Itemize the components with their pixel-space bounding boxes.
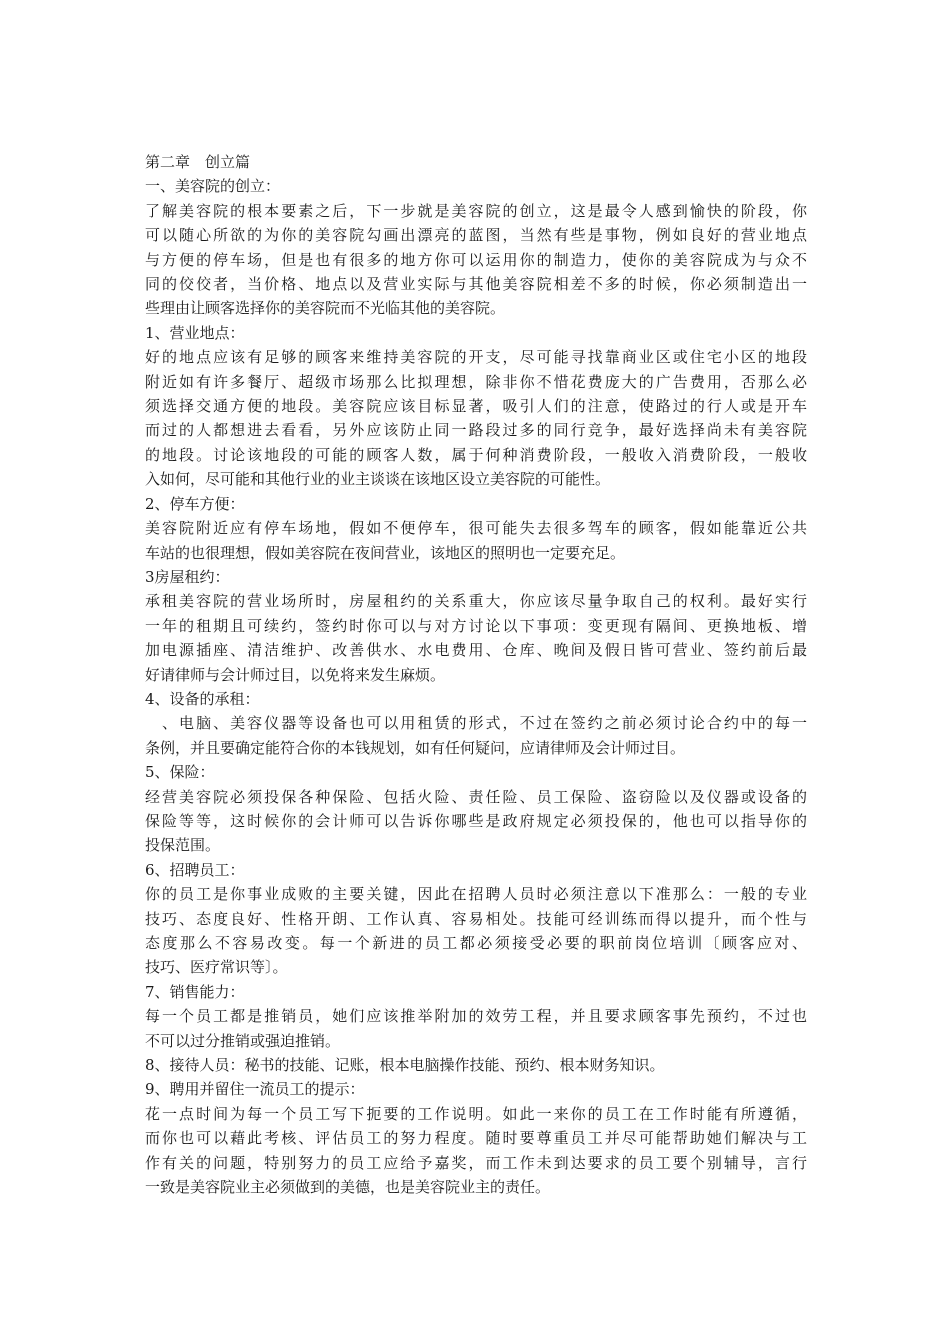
paragraph-line: 车站的也很理想，假如美容院在夜间营业，该地区的照明也一定要充足。 <box>145 543 626 562</box>
paragraph-line: 一致是美容院业主必须做到的美德，也是美容院业主的责任。 <box>145 1178 551 1197</box>
paragraph-line: 与方便的停车场，但是也有很多的地方你可以运用你的制造力，使你的美容院成为与众不 <box>145 250 807 269</box>
paragraph-line: 须选择交通方便的地段。美容院应该目标显著，吸引人们的注意，使路过的行人或是开车 <box>145 397 807 416</box>
lease-paragraph <box>145 589 807 687</box>
subsection-heading: 9、聘用并留住一流员工的提示： <box>145 1080 365 1099</box>
paragraph-line: 一年的租期且可续约，签约时你可以与对方讨论以下事项：变更现有隔间、更换地板、增 <box>145 616 807 635</box>
paragraph-line: 技巧、态度良好、性格开朗、工作认真、容易相处。技能可经训练而得以提升，而个性与 <box>145 909 807 928</box>
parking-paragraph <box>145 516 807 565</box>
equipment-paragraph <box>145 711 807 760</box>
subsection-heading: 7、销售能力： <box>145 982 245 1001</box>
paragraph-line: 态度那么不容易改变。每一个新进的员工都必须接受必要的职前岗位培训〔顾客应对、 <box>145 934 807 952</box>
insurance-paragraph <box>145 785 807 858</box>
paragraph-line: 的地段。讨论该地段的可能的顾客人数，属于何种消费阶段，一般收入消费阶段，一般收 <box>145 445 807 464</box>
paragraph-line: 而过的人都想进去看看，另外应该防止同一路段过多的同行竞争，最好选择尚未有美容院 <box>145 421 807 440</box>
subsection-heading: 8、接待人员：秘书的技能、记账，根本电脑操作技能、预约、根本财务知识。 <box>145 1056 665 1075</box>
subsection-heading: 6、招聘员工： <box>145 860 245 879</box>
paragraph-line: 好的地点应该有足够的顾客来维持美容院的开支，尽可能寻找靠商业区或住宅小区的地段 <box>145 348 807 367</box>
paragraph-line: 了解美容院的根本要素之后，下一步就是美容院的创立，这是最令人感到愉快的阶段，你 <box>145 201 807 220</box>
subsection-heading: 5、保险： <box>145 763 215 782</box>
hiring-paragraph <box>145 882 807 980</box>
location-paragraph <box>145 345 807 491</box>
chapter-title: 第二章 创立篇 <box>145 153 251 171</box>
paragraph-line: 花一点时间为每一个员工写下扼要的工作说明。如此一来你的员工在工作时能有所遵循， <box>145 1104 807 1123</box>
document-page <box>145 150 807 1199</box>
subsection-heading: 4、设备的承租： <box>145 689 260 708</box>
subsection-heading: 3房屋租约： <box>145 567 230 586</box>
paragraph-line: 入如何，尽可能和其他行业的业主谈谈在该地区设立美容院的可能性。 <box>145 470 611 489</box>
paragraph-line: 投保范围。 <box>145 836 221 855</box>
paragraph-line: 好请律师与会计师过目，以免将来发生麻烦。 <box>145 665 446 684</box>
sales-paragraph <box>145 1004 807 1053</box>
paragraph-line: 你的员工是你事业成败的主要关键，因此在招聘人员时必须注意以下准那么：一般的专业 <box>145 885 807 904</box>
paragraph-line: 不可以过分推销或强迫推销。 <box>145 1031 341 1050</box>
paragraph-line: 条例，并且要确定能符合你的本钱规划，如有任何疑问，应请律师及会计师过目。 <box>145 738 686 757</box>
paragraph-line: 保险等等，这时候你的会计师可以告诉你哪些是政府规定必须投保的，他也可以指导你的 <box>145 811 807 830</box>
intro-paragraph <box>145 199 807 321</box>
paragraph-line: 技巧、医疗常识等〕。 <box>145 958 288 977</box>
paragraph-line: 附近如有许多餐厅、超级市场那么比拟理想，除非你不惜花费庞大的广告费用，否那么必 <box>145 372 807 391</box>
paragraph-line: 可以随心所欲的为你的美容院勾画出漂亮的蓝图，当然有些是事物，例如良好的营业地点 <box>145 226 807 245</box>
paragraph-line: 些理由让顾客选择你的美容院而不光临其他的美容院。 <box>145 299 506 318</box>
subsection-heading: 2、停车方便： <box>145 494 245 513</box>
paragraph-line: 、电脑、美容仪器等设备也可以用租赁的形式，不过在签约之前必须讨论合约中的每一 <box>145 714 807 733</box>
paragraph-line: 作有关的问题，特别努力的员工应给予嘉奖，而工作未到达要求的员工要个别辅导，言行 <box>145 1153 807 1172</box>
paragraph-line: 承租美容院的营业场所时，房屋租约的关系重大，你应该尽量争取自己的权利。最好实行 <box>145 592 807 611</box>
paragraph-line: 而你也可以藉此考核、评估员工的努力程度。随时要尊重员工并尽可能帮助她们解决与工 <box>145 1129 807 1148</box>
retention-paragraph <box>145 1102 807 1200</box>
section-title: 一、美容院的创立： <box>145 177 281 196</box>
paragraph-line: 每一个员工都是推销员，她们应该推举附加的效劳工程，并且要求顾客事先预约，不过也 <box>145 1007 807 1026</box>
paragraph-line: 同的佼佼者，当价格、地点以及营业实际与其他美容院相差不多的时候，你必须制造出一 <box>145 275 807 294</box>
paragraph-line: 美容院附近应有停车场地，假如不便停车，很可能失去很多驾车的顾客，假如能靠近公共 <box>145 519 807 538</box>
subsection-heading: 1、营业地点： <box>145 323 245 342</box>
paragraph-line: 加电源插座、清洁维护、改善供水、水电费用、仓库、晚间及假日皆可营业、签约前后最 <box>145 641 807 660</box>
paragraph-line: 经营美容院必须投保各种保险、包括火险、责任险、员工保险、盗窃险以及仪器或设备的 <box>145 787 807 806</box>
